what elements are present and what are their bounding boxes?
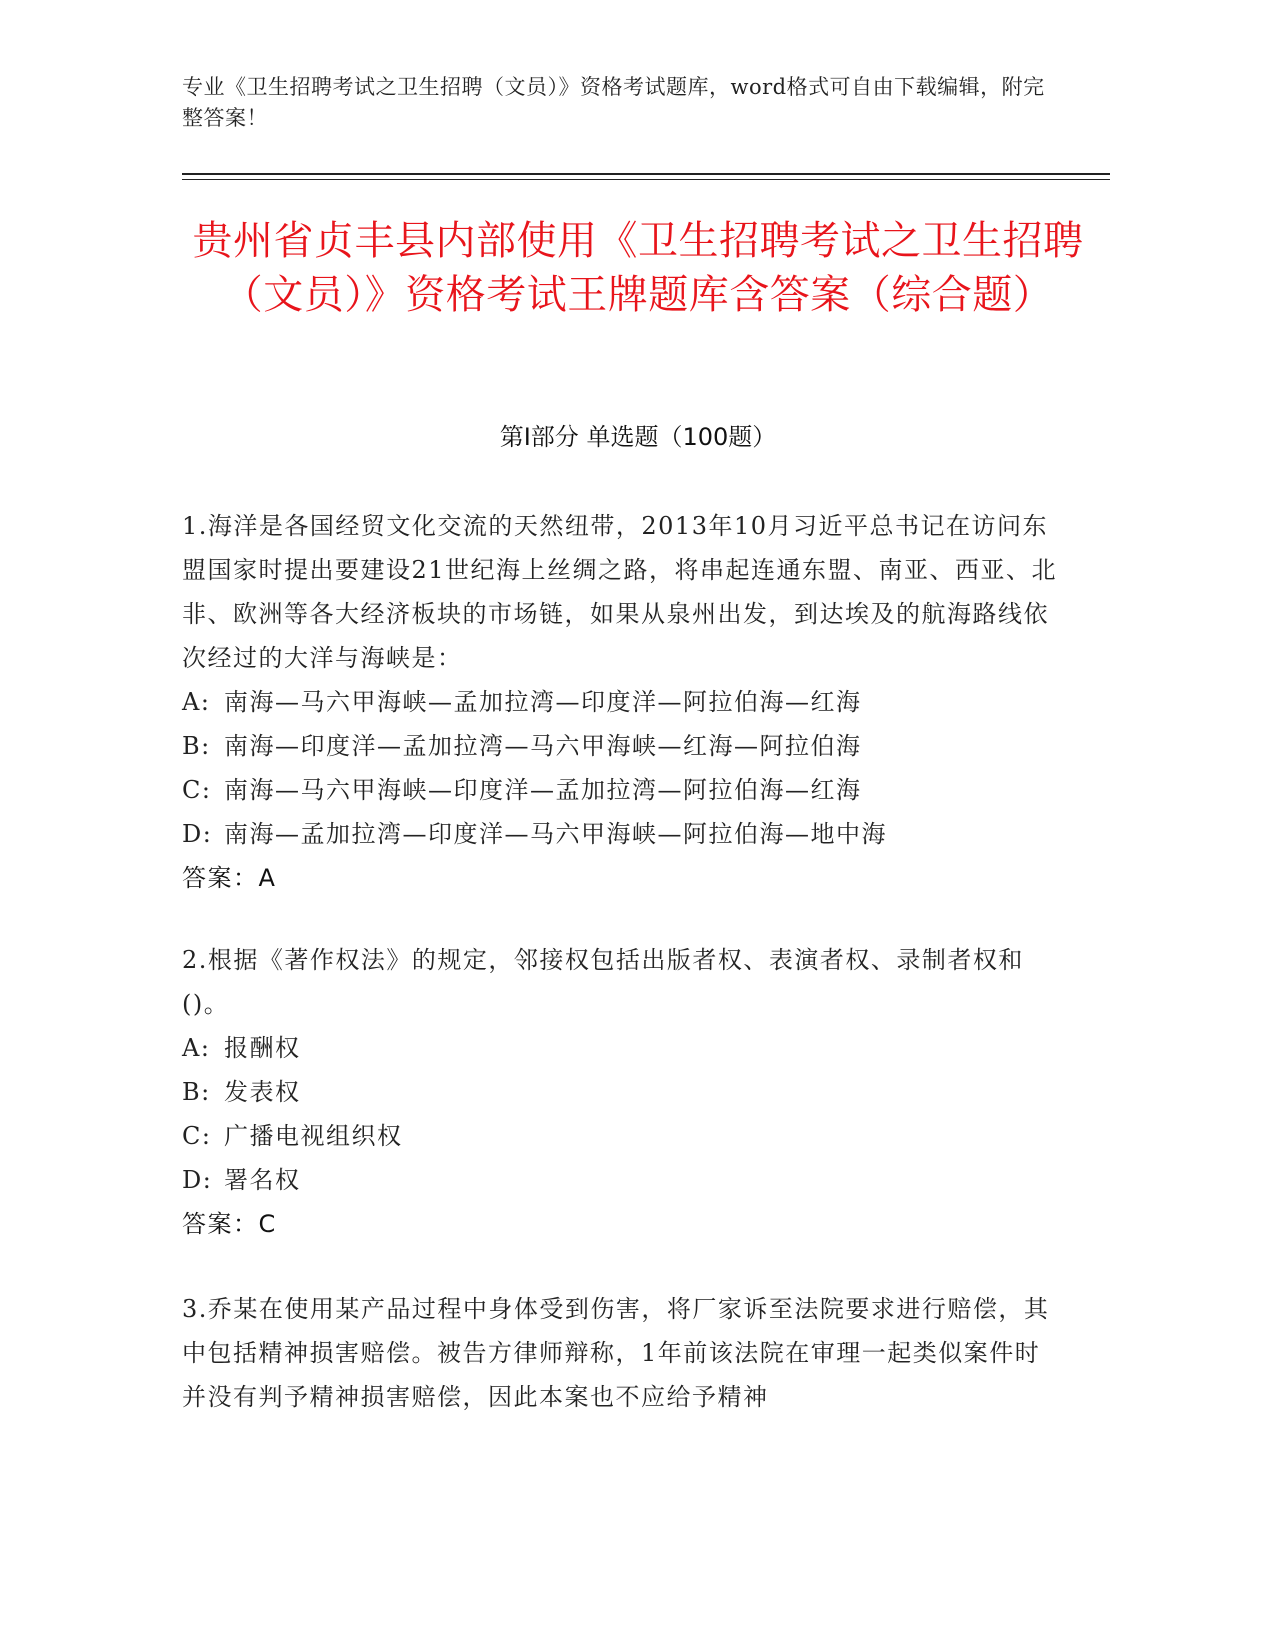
option-a [182,1026,1062,1070]
option-text: 南海—马六甲海峡—孟加拉湾—印度洋—阿拉伯海—红海 [224,688,862,716]
option-key: A: [182,1034,211,1062]
option-d [182,1158,1062,1202]
header-divider [182,173,1110,175]
question-1 [182,504,1062,900]
header-divider-thin [182,179,1110,180]
option-key: D: [182,1166,213,1194]
option-text: 发表权 [224,1078,301,1106]
option-key: D: [182,820,213,848]
option-a [182,680,1062,724]
option-text: 南海—马六甲海峡—印度洋—孟加拉湾—阿拉伯海—红海 [224,776,862,804]
question-stem: 2.根据《著作权法》的规定，邻接权包括出版者权、表演者权、录制者权和()。 [182,946,1024,1018]
option-c [182,768,1062,812]
answer-line: 答案：C [182,1210,277,1238]
answer-line: 答案：A [182,864,277,892]
header-note: 专业《卫生招聘考试之卫生招聘（文员）》资格考试题库，word格式可自由下载编辑，附完整答案！ [182,75,1045,130]
option-b [182,1070,1062,1114]
question-stem: 1.海洋是各国经贸文化交流的天然纽带，2013年10月习近平总书记在访问东盟国家时提出要建设21世纪海上丝绸之路，将串起连通东盟、南亚、西亚、北非、欧洲等各大经济板块的市场链，如果从泉州出发，到达埃及的航海路线依次经过的大洋与海峡是： [182,512,1058,672]
option-key: B: [182,1078,211,1106]
document-title: 贵州省贞丰县内部使用《卫生招聘考试之卫生招聘（文员）》资格考试王牌题库含答案（综合题） [192,218,1084,318]
option-key: C: [182,776,212,804]
option-b [182,724,1062,768]
option-key: C: [182,1122,212,1150]
option-text: 广播电视组织权 [224,1122,403,1150]
question-stem: 3.乔某在使用某产品过程中身体受到伤害，将厂家诉至法院要求进行赔偿，其中包括精神损害赔偿。被告方律师辩称，1年前该法院在审理一起类似案件时并没有判予精神损害赔偿，因此本案也不应给予精神 [182,1295,1050,1411]
section-title: 第Ⅰ部分 单选题（100题） [499,423,777,451]
question-2 [182,938,1062,1246]
option-c [182,1114,1062,1158]
option-key: A: [182,688,211,716]
option-d [182,812,1062,856]
option-text: 南海—印度洋—孟加拉湾—马六甲海峡—红海—阿拉伯海 [224,732,862,760]
option-key: B: [182,732,211,760]
option-text: 署名权 [224,1166,301,1194]
option-text: 报酬权 [224,1034,301,1062]
option-text: 南海—孟加拉湾—印度洋—马六甲海峡—阿拉伯海—地中海 [224,820,887,848]
question-3 [182,1287,1062,1419]
